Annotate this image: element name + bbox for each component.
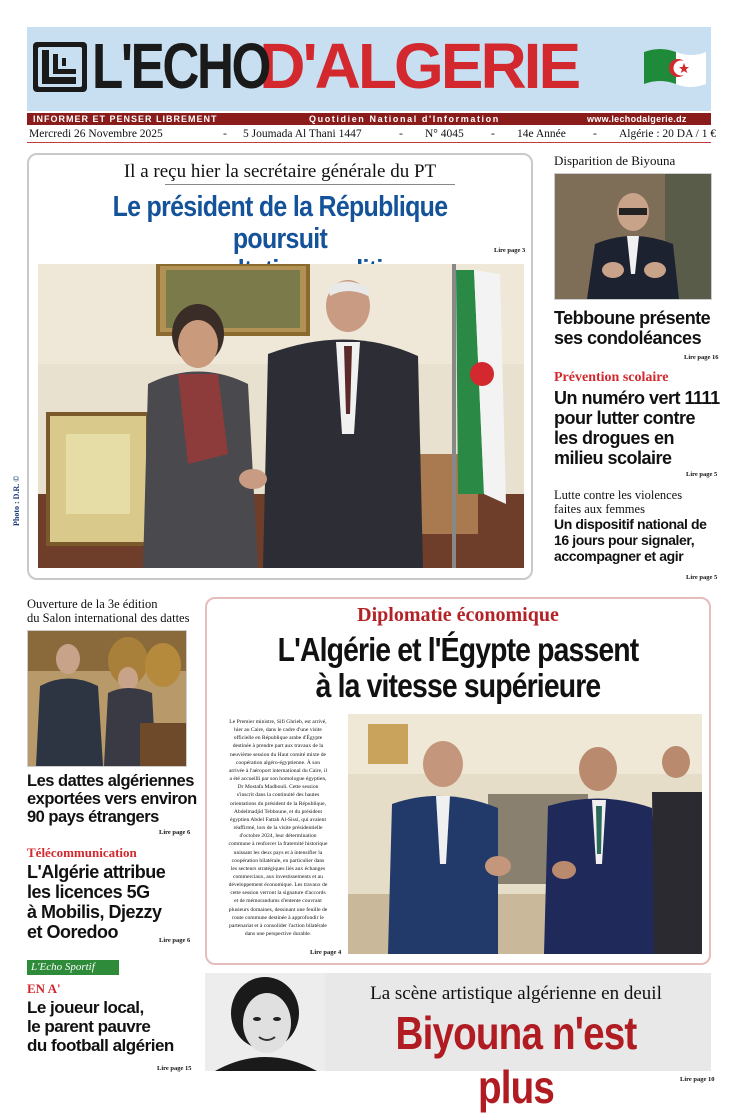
diplomacy-body-line: coopération algéro-égyptienne. À son [235, 759, 321, 766]
dates-kicker [27, 597, 189, 625]
website-link[interactable]: www.lechodalgerie.dz [587, 114, 687, 124]
sport-lire-link[interactable]: Lire page 15 [157, 1065, 192, 1072]
diplomacy-body-line: commune à renforcer la fraternité historique [228, 841, 328, 848]
newspaper-title [92, 30, 712, 102]
dateline: Mercredi 26 Novembre 2025 - 5 Joumada Al Thani 1447 - N° 4045 - 14e Année - Algérie : 20 DA / 1 € [29, 128, 717, 140]
diplomacy-body-line: cette session verront la signature d'accords [230, 890, 326, 897]
side2-headline-line1: Un numéro vert 1111 [554, 388, 720, 408]
newspaper-logo-icon [32, 41, 88, 93]
side2-headline-line2: pour lutter contre [554, 408, 696, 428]
side1-headline-line2: ses condoléances [554, 328, 702, 348]
date: Mercredi 26 Novembre 2025 [29, 128, 163, 140]
dateline-rule [27, 142, 711, 143]
side3-kicker [554, 488, 682, 516]
diplomacy-body-line: destinée à prendre part aux travaux de la [232, 743, 324, 750]
year: 14e Année [517, 128, 566, 140]
diplomacy-body-line: orientations du président de la République, [229, 800, 326, 807]
masthead-strip [27, 113, 711, 125]
tagline: Quotidien National d'Information [309, 114, 500, 124]
tebboune-portrait [555, 174, 711, 299]
diplomacy-body-line: unissant les deux pays et à intensifier la [233, 849, 323, 856]
diplomacy-headline-line1: L'Algérie et l'Égypte passent [277, 631, 639, 668]
diplomacy-body-line: hier au Caire, dans le cadre d'une visite [234, 727, 322, 734]
biyouna-portrait [205, 973, 325, 1071]
dates-photo [27, 630, 187, 767]
diplomacy-body-line: arrivée à l'aéroport international du Caire, il [228, 767, 328, 774]
dates-kicker-line2: du Salon international des dattes [27, 611, 190, 625]
dates-fair-illustration [28, 631, 186, 766]
side2-headline-line3: les drogues en [554, 428, 675, 448]
price: Algérie : 20 DA / 1 € [619, 128, 717, 140]
diplomacy-body-line: dans une perspective durable. [244, 931, 312, 938]
side1-photo [554, 173, 712, 300]
diplomacy-body-line: développement économique. Les travaux de [228, 882, 328, 889]
diplomacy-body-line: route commune destinée à approfondir le [232, 914, 324, 921]
diplomacy-body-line: d'octobre 2024, leur détermination [239, 833, 317, 840]
diplomacy-photo-illustration [348, 714, 702, 954]
lead-lire-link[interactable]: Lire page 3 [494, 247, 526, 254]
diplomacy-body-line: Dr Mostafa Madbouli. Cette session [237, 784, 319, 791]
sport-kicker: EN A' [27, 981, 61, 996]
dates-headline[interactable] [27, 772, 197, 826]
diplomacy-body-line: égyptien Abdel Fattah Al-Sissi, qui avaient [229, 816, 326, 823]
sport-headline-line3: du football algérien [27, 1036, 174, 1055]
diplomacy-body-line: réaffirmé, lors de la visite présidentielle [233, 825, 323, 832]
dates-headline-line3: 90 pays étrangers [27, 808, 159, 826]
diplomacy-body-line: neuvième session du Haut comité mixte de [229, 751, 326, 758]
side1-lire-link[interactable]: Lire page 16 [684, 354, 719, 361]
side3-lire-link[interactable]: Lire page 5 [686, 574, 718, 581]
diplomacy-body-line: et de mémorandums d'entente couvrant [234, 898, 322, 905]
hijri-date: 5 Joumada Al Thani 1447 [243, 128, 362, 140]
diplomacy-body-line: Abdelmadjid Tebboune, et du président [233, 808, 323, 815]
side2-headline-line4: milieu scolaire [554, 448, 672, 468]
lead-photo-illustration [38, 264, 524, 568]
telecom-headline-line2: les licences 5G [27, 882, 150, 902]
dates-headline-line2: exportées vers environ [27, 790, 197, 808]
diplomacy-body-line: Le Premier ministre, Sifi Ghrieb, est arrivé, [229, 719, 327, 725]
dates-kicker-line1: Ouverture de la 3e édition [27, 597, 158, 611]
diplomacy-body-line: commerciaux, aux investissements et au [233, 873, 323, 880]
side3-headline[interactable] [554, 516, 707, 564]
diplomacy-body-line: coopération bilatérale, en particulier dans [231, 857, 325, 864]
diplomacy-headline-line2: à la vitesse supérieure [315, 667, 601, 704]
dates-lire-link[interactable]: Lire page 6 [159, 829, 191, 836]
biyouna-lire-link[interactable]: Lire page 10 [680, 1076, 715, 1083]
motto: INFORMER ET PENSER LIBREMENT [33, 114, 218, 124]
photo-credit: Photo : D.R. © [12, 475, 21, 526]
diplomacy-lire-link[interactable]: Lire page 4 [310, 949, 342, 956]
sport-headline-line1: Le joueur local, [27, 998, 144, 1017]
side3-headline-line3: accompagner et agir [554, 548, 684, 564]
telecom-lire-link[interactable]: Lire page 6 [159, 937, 191, 944]
telecom-headline-line1: L'Algérie attribue [27, 862, 166, 882]
side3-kicker-line1: Lutte contre les violences [554, 488, 683, 502]
diplomacy-body-line: les secteurs stratégiques liés aux échanges [230, 865, 326, 872]
diplomacy-body-line: partenariat et à consolider l'action bilatérale [229, 922, 327, 929]
diplomacy-photo [348, 714, 702, 954]
diplomacy-body-line: officielle en République arabe d'Égypte [233, 735, 323, 742]
brand-left: L'ECHO [92, 30, 269, 102]
biyouna-headline-text: Biyouna n'est plus [395, 1007, 637, 1113]
biyouna-portrait-illustration [205, 973, 325, 1071]
kicker-rule [165, 184, 455, 185]
side3-headline-line2: 16 jours pour signaler, [554, 532, 695, 548]
lead-photo [38, 264, 524, 568]
side3-headline-line1: Un dispositif national de [554, 516, 707, 532]
diplomacy-body-line: s'inscrit dans la continuité des hautes [236, 792, 320, 799]
biyouna-kicker: La scène artistique algérienne en deuil [370, 983, 662, 1004]
diplomacy-kicker: Diplomatie économique [357, 604, 559, 626]
sport-section-label[interactable]: L'Echo Sportif [27, 960, 119, 975]
brand-right: D'ALGERIE [259, 30, 579, 102]
telecom-headline-line3: à Mobilis, Djezzy [27, 902, 162, 922]
telecom-headline-line4: et Ooredoo [27, 922, 119, 942]
sport-headline-line2: le parent pauvre [27, 1017, 151, 1036]
sport-headline[interactable] [27, 998, 174, 1055]
side1-kicker: Disparition de Biyouna [554, 153, 676, 168]
biyouna-headline[interactable] [326, 1006, 706, 1114]
side2-headline[interactable] [554, 388, 720, 468]
side2-lire-link[interactable]: Lire page 5 [686, 471, 718, 478]
diplomacy-body-line: plusieurs domaines, dessinant une feuille de [228, 906, 328, 913]
telecom-headline[interactable] [27, 862, 165, 942]
lead-kicker: Il a reçu hier la secrétaire générale du PT [123, 161, 437, 182]
algerian-flag-icon [640, 44, 710, 92]
diplomacy-body-text [212, 718, 344, 938]
lead-headline-line1: Le président de la République poursuit [112, 191, 448, 255]
diplomacy-headline[interactable] [205, 632, 711, 704]
diplomacy-body-line: a été accueilli par son homologue égyptien, [229, 776, 327, 783]
side1-headline[interactable] [554, 308, 710, 348]
dates-headline-line1: Les dattes algériennes [27, 772, 194, 790]
side1-headline-line1: Tebboune présente [554, 308, 711, 328]
issue-number: N° 4045 [425, 128, 464, 140]
side3-kicker-line2: faites aux femmes [554, 502, 645, 516]
telecom-kicker: Télécommunication [27, 845, 137, 860]
side2-kicker: Prévention scolaire [554, 370, 669, 385]
